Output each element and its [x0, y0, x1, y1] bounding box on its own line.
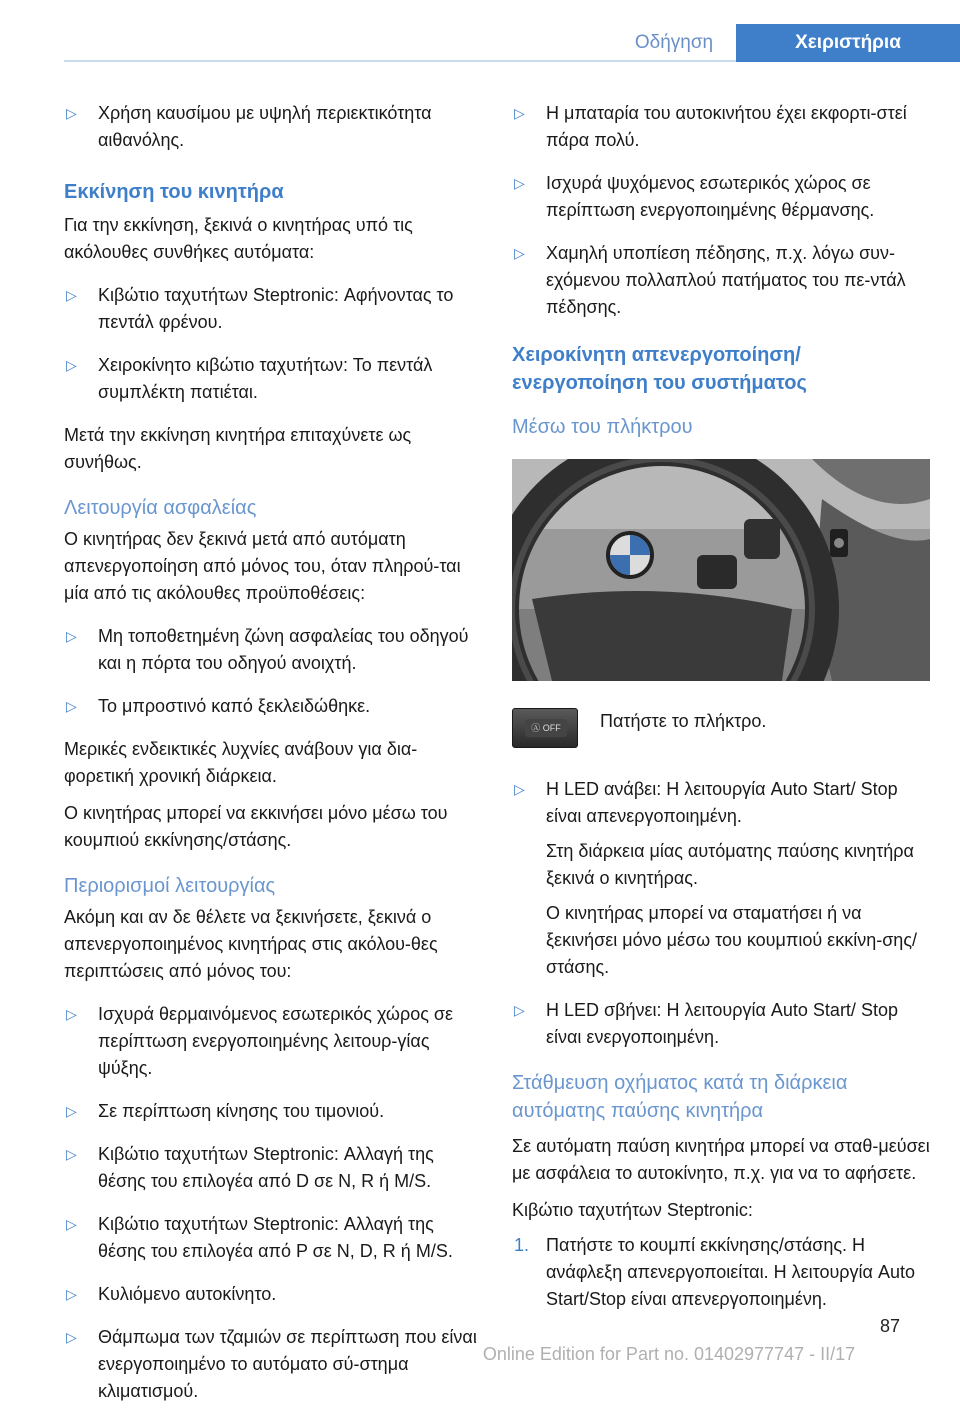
list-item	[64, 1211, 484, 1265]
auto-start-stop-off-button-icon[interactable]	[512, 708, 578, 748]
bullet-triangle-icon: ▷	[514, 781, 525, 797]
bullet-triangle-icon: ▷	[514, 245, 525, 261]
heading-engine-start: Εκκίνηση του κινητήρα	[64, 181, 284, 203]
header-chapter-tab[interactable]: Χειριστήρια	[736, 24, 960, 62]
list-item	[512, 997, 932, 1051]
paragraph: Για την εκκίνηση, ξεκινά ο κινητήρας υπό τις ακόλουθες συνθήκες αυτόματα:	[64, 215, 413, 262]
paragraph: Ακόμη και αν δε θέλετε να ξεκινήσετε, ξεκινά ο απενεργοποιημένος κινητήρας στις ακόλου-θες περιπτώσεις από μόνος του:	[64, 907, 438, 981]
bullet-triangle-icon: ▷	[514, 175, 525, 191]
list-item-text: Η LED σβήνει: Η λειτουργία Auto Start/ Stop είναι ενεργοποιημένη.	[546, 1000, 898, 1047]
list-item	[64, 100, 484, 154]
left-column	[64, 100, 484, 1421]
list-item	[64, 1098, 484, 1125]
heading-via-key: Μέσω του πλήκτρου	[512, 416, 693, 438]
bullet-triangle-icon: ▷	[66, 698, 77, 714]
list-item-text: Μη τοποθετημένη ζώνη ασφαλείας του οδηγού και η πόρτα του οδηγού ανοιχτή.	[98, 626, 469, 673]
bullet-triangle-icon: ▷	[66, 628, 77, 644]
list-item	[64, 1001, 484, 1082]
steering-wheel-photo	[512, 459, 930, 681]
list-item-subtext: Στη διάρκεια μίας αυτόματης παύσης κινητήρα ξεκινά ο κινητήρας.	[546, 841, 914, 888]
paragraph: Κιβώτιο ταχυτήτων Steptronic:	[512, 1200, 753, 1220]
list-item	[64, 352, 484, 406]
list-item	[64, 1281, 484, 1308]
list-item-text: Ισχυρά θερμαινόμενος εσωτερικός χώρος σε περίπτωση ενεργοποιημένης λειτουρ-γίας ψύξης.	[98, 1004, 454, 1078]
bullet-triangle-icon: ▷	[66, 1286, 77, 1302]
paragraph: Σε αυτόματη παύση κινητήρα μπορεί να σταθ-μεύσει με ασφάλεια το αυτοκίνητο, π.χ. για να το αφήσετε.	[512, 1136, 930, 1183]
list-item-text: Η μπαταρία του αυτοκινήτου έχει εκφορτι-στεί πάρα πολύ.	[546, 103, 907, 150]
numbered-item-text: Πατήστε το κουμπί εκκίνησης/στάσης. Η ανάφλεξη απενεργοποιείται. Η λειτουργία Auto Start/Stop είναι απενεργοποιημένη.	[546, 1235, 915, 1309]
bullet-triangle-icon: ▷	[66, 1329, 77, 1345]
heading-safety-function: Λειτουργία ασφαλείας	[64, 497, 257, 519]
right-column	[512, 100, 932, 1329]
bullet-triangle-icon: ▷	[514, 1002, 525, 1018]
paragraph: Ο κινητήρας μπορεί να εκκινήσει μόνο μέσω του κουμπιού εκκίνησης/στάσης.	[64, 803, 448, 850]
bullet-triangle-icon: ▷	[66, 357, 77, 373]
bullet-triangle-icon: ▷	[66, 1103, 77, 1119]
list-item	[512, 240, 932, 321]
list-item-subtext: Ο κινητήρας μπορεί να σταματήσει ή να ξεκινήσει μόνο μέσω του κουμπιού εκκίνη-σης/στάσης.	[546, 903, 917, 977]
bullet-triangle-icon: ▷	[66, 1146, 77, 1162]
paragraph: Μερικές ενδεικτικές λυχνίες ανάβουν για δια-φορετική χρονική διάρκεια.	[64, 739, 418, 786]
bullet-triangle-icon: ▷	[514, 105, 525, 121]
list-item-text: Ισχυρά ψυχόμενος εσωτερικός χώρος σε περίπτωση ενεργοποιημένης θέρμανσης.	[546, 173, 875, 220]
list-item-text: Κιβώτιο ταχυτήτων Steptronic: Αλλαγή της θέσης του επιλογέα από D σε N, R ή M/S.	[98, 1144, 434, 1191]
bullet-triangle-icon: ▷	[66, 105, 77, 121]
list-item	[512, 170, 932, 224]
list-item-text: Χαμηλή υποπίεση πέδησης, π.χ. λόγω συν-εχόμενου πολλαπλού πατήματος του πε-ντάλ πέδησης.	[546, 243, 906, 317]
list-item	[64, 1324, 484, 1405]
list-item	[64, 282, 484, 336]
list-item	[512, 776, 932, 981]
list-item	[512, 100, 932, 154]
heading-function-limits: Περιορισμοί λειτουργίας	[64, 875, 276, 897]
bullet-triangle-icon: ▷	[66, 1216, 77, 1232]
header-section-tab[interactable]: Οδήγηση	[634, 32, 714, 53]
list-item-text: Θάμπωμα των τζαμιών σε περίπτωση που είναι ενεργοποιημένο το αυτόματο σύ-στημα κλιματισμού.	[98, 1327, 477, 1401]
numbered-item	[512, 1232, 932, 1313]
heading-manual-toggle: Χειροκίνητη απενεργοποίηση/ ενεργοποίηση του συστήματος	[512, 344, 807, 394]
list-item-text: Κυλιόμενο αυτοκίνητο.	[98, 1284, 277, 1304]
paragraph: Ο κινητήρας δεν ξεκινά μετά από αυτόματη απενεργοποίηση από μόνος του, όταν πληρού-ται μία από τις ακόλουθες προϋποθέσεις:	[64, 529, 461, 603]
list-item-text: Σε περίπτωση κίνησης του τιμονιού.	[98, 1101, 385, 1121]
list-item-text: Χρήση καυσίμου με υψηλή περιεκτικότητα αιθανόλης.	[98, 103, 432, 150]
list-item-text: Κιβώτιο ταχυτήτων Steptronic: Αφήνοντας το πεντάλ φρένου.	[98, 285, 454, 332]
list-item-text: Κιβώτιο ταχυτήτων Steptronic: Αλλαγή της θέσης του επιλογέα από P σε N, D, R ή M/S.	[98, 1214, 453, 1261]
list-item-text: Χειροκίνητο κιβώτιο ταχυτήτων: Το πεντάλ συμπλέκτη πατιέται.	[98, 355, 433, 402]
list-item-text: Το μπροστινό καπό ξεκλειδώθηκε.	[98, 696, 371, 716]
list-item-text: Η LED ανάβει: Η λειτουργία Auto Start/ Stop είναι απενεργοποιημένη.	[546, 779, 898, 826]
page-number: 87	[879, 1316, 900, 1336]
paragraph: Μετά την εκκίνηση κινητήρα επιταχύνετε ως συνήθως.	[64, 425, 412, 472]
key-instruction-row	[512, 708, 932, 758]
list-item	[64, 623, 484, 677]
step-number: 1.	[514, 1235, 530, 1255]
press-key-instruction: Πατήστε το πλήκτρο.	[600, 711, 767, 731]
list-item	[64, 693, 484, 720]
bullet-triangle-icon: ▷	[66, 1006, 77, 1022]
bullet-triangle-icon: ▷	[66, 287, 77, 303]
heading-parking-during-pause: Στάθμευση οχήματος κατά τη διάρκεια αυτόματης παύσης κινητήρα	[512, 1072, 848, 1122]
list-item	[64, 1141, 484, 1195]
key-label: Ⓐ OFF	[525, 719, 567, 737]
footer-edition: Online Edition for Part no. 01402977747 - II/17	[482, 1344, 856, 1364]
